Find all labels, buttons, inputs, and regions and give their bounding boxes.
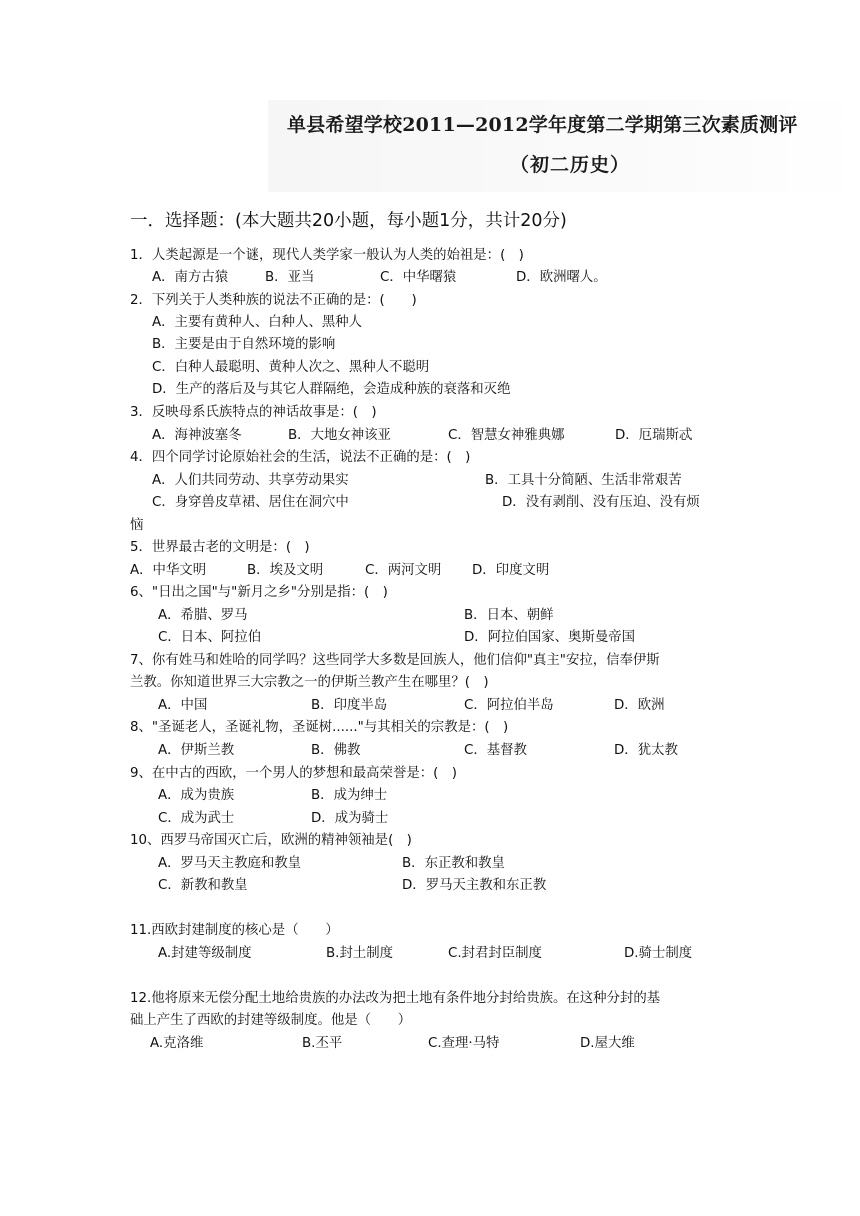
question-7: 7、你有姓马和姓哈的同学吗？这些同学大多数是回族人，他们信仰"真主"安拉，信奉伊斯 bbox=[130, 653, 660, 668]
option-7c: C．阿拉伯半岛 bbox=[464, 698, 554, 713]
option-9a: A．成为贵族 bbox=[158, 788, 235, 803]
option-10c: C．新教和教皇 bbox=[158, 878, 248, 893]
option-7d: D．欧洲 bbox=[614, 698, 665, 713]
option-8d: D．犹太教 bbox=[614, 743, 678, 758]
option-6b: B．日本、朝鲜 bbox=[464, 608, 554, 623]
option-12a: A.克洛维 bbox=[150, 1036, 204, 1051]
question-12-line2: 础上产生了西欧的封建等级制度。他是（ ） bbox=[130, 1013, 412, 1028]
option-1b: B．亚当 bbox=[265, 270, 315, 285]
option-11a: A.封建等级制度 bbox=[158, 946, 252, 961]
option-3b: B．大地女神该亚 bbox=[288, 428, 391, 443]
option-11d: D.骑士制度 bbox=[624, 946, 693, 961]
section-heading: 一．选择题：(本大题共20小题，每小题1分，共计20分) bbox=[130, 211, 567, 231]
option-3a: A．海神波塞冬 bbox=[152, 428, 242, 443]
option-2b: B．主要是由于自然环境的影响 bbox=[152, 337, 336, 352]
option-12b: B.丕平 bbox=[302, 1036, 343, 1051]
question-3: 3．反映母系氏族特点的神话故事是：( ) bbox=[130, 405, 377, 420]
option-2c: C．白种人最聪明、黄种人次之、黑种人不聪明 bbox=[152, 360, 430, 375]
option-4a: A．人们共同劳动、共享劳动果实 bbox=[152, 473, 349, 488]
option-3d: D．厄瑞斯忒 bbox=[615, 428, 693, 443]
option-9d: D．成为骑士 bbox=[311, 811, 389, 826]
option-8a: A．伊斯兰教 bbox=[158, 743, 235, 758]
option-3c: C．智慧女神雅典娜 bbox=[448, 428, 565, 443]
option-11b: B.封土制度 bbox=[326, 946, 394, 961]
option-1a: A．南方古猿 bbox=[152, 270, 229, 285]
option-8b: B．佛教 bbox=[311, 743, 361, 758]
option-8c: C．基督教 bbox=[464, 743, 527, 758]
option-1d: D．欧洲曙人。 bbox=[516, 270, 607, 285]
option-10a: A．罗马天主教庭和教皇 bbox=[158, 856, 302, 871]
question-1: 1．人类起源是一个谜，现代人类学家一般认为人类的始祖是：( ) bbox=[130, 248, 524, 263]
option-12c: C.查理·马特 bbox=[428, 1036, 500, 1051]
question-9: 9、在中古的西欧，一个男人的梦想和最高荣誉是：( ) bbox=[130, 766, 457, 781]
option-5c: C．两河文明 bbox=[365, 563, 442, 578]
option-4d: D．没有剥削、没有压迫、没有烦 bbox=[502, 495, 700, 510]
option-11c: C.封君封臣制度 bbox=[448, 946, 542, 961]
exam-title: 单县希望学校2011—2012学年度第二学期第三次素质测评 bbox=[287, 114, 798, 136]
question-6: 6、"日出之国"与"新月之乡"分别是指：( ) bbox=[130, 585, 388, 600]
option-5d: D．印度文明 bbox=[472, 563, 550, 578]
question-11: 11.西欧封建制度的核心是（ ） bbox=[130, 923, 339, 938]
option-7b: B．印度半岛 bbox=[311, 698, 388, 713]
question-12: 12.他将原来无偿分配土地给贵族的办法改为把土地有条件地分封给贵族。在这种分封的基 bbox=[130, 991, 661, 1006]
option-10d: D．罗马天主教和东正教 bbox=[402, 878, 547, 893]
option-6a: A．希腊、罗马 bbox=[158, 608, 248, 623]
option-4d-wrap: 恼 bbox=[130, 518, 144, 533]
option-9b: B．成为绅士 bbox=[311, 788, 388, 803]
option-4c: C．身穿兽皮草裙、居住在洞穴中 bbox=[152, 495, 349, 510]
option-5b: B．埃及文明 bbox=[247, 563, 324, 578]
question-5: 5．世界最古老的文明是：( ) bbox=[130, 540, 310, 555]
option-2d: D．生产的落后及与其它人群隔绝，会造成种族的衰落和灭绝 bbox=[152, 382, 511, 397]
option-5a: A．中华文明 bbox=[130, 563, 207, 578]
option-1c: C．中华曙猿 bbox=[380, 270, 457, 285]
option-4b: B．工具十分简陋、生活非常艰苦 bbox=[485, 473, 682, 488]
question-10: 10、西罗马帝国灭亡后，欧洲的精神领袖是( ) bbox=[130, 833, 412, 848]
option-10b: B．东正教和教皇 bbox=[402, 856, 505, 871]
question-2: 2．下列关于人类种族的说法不正确的是：( ) bbox=[130, 293, 417, 308]
option-6c: C．日本、阿拉伯 bbox=[158, 630, 262, 645]
exam-subtitle: （初二历史） bbox=[510, 154, 631, 176]
question-7-line2: 兰教。你知道世界三大宗教之一的伊斯兰教产生在哪里？( ) bbox=[130, 675, 489, 690]
question-8: 8、"圣诞老人，圣诞礼物，圣诞树......"与其相关的宗教是：( ) bbox=[130, 720, 509, 735]
option-2a: A．主要有黄种人、白种人、黑种人 bbox=[152, 315, 363, 330]
option-6d: D．阿拉伯国家、奥斯曼帝国 bbox=[464, 630, 635, 645]
question-4: 4．四个同学讨论原始社会的生活，说法不正确的是：( ) bbox=[130, 450, 471, 465]
option-7a: A．中国 bbox=[158, 698, 208, 713]
option-12d: D.屋大维 bbox=[580, 1036, 635, 1051]
option-9c: C．成为武士 bbox=[158, 811, 235, 826]
